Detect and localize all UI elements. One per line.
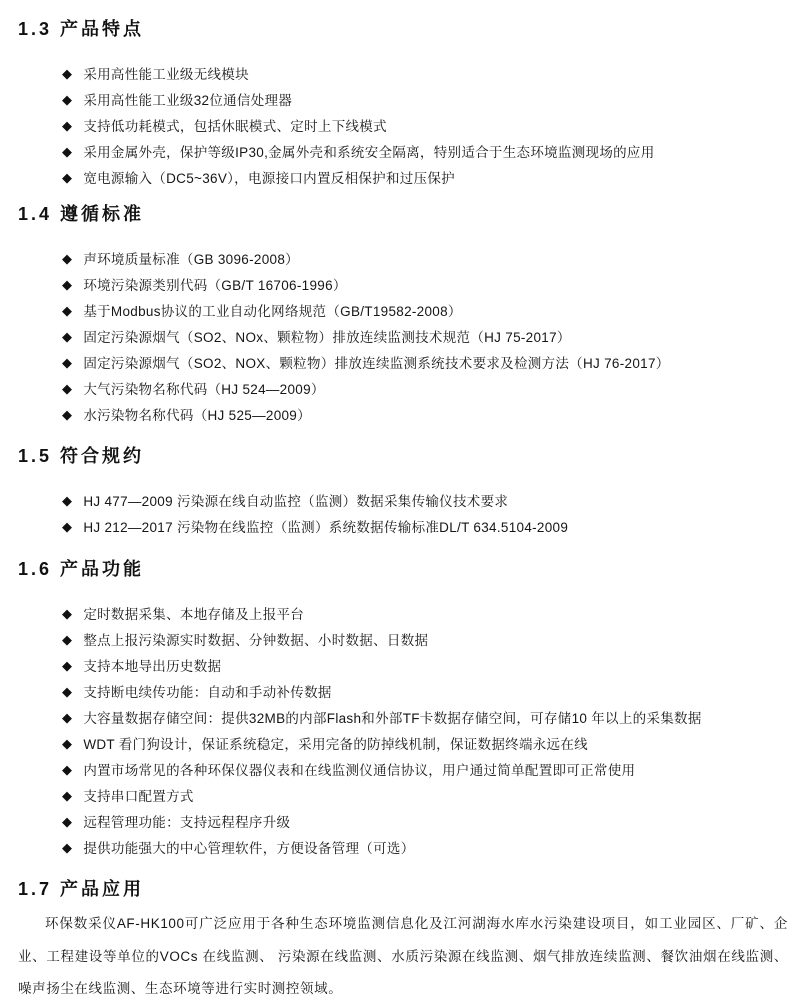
diamond-bullet-icon: ◆ [62, 276, 73, 292]
list-item-text: 采用高性能工业级32位通信处理器 [83, 93, 293, 108]
diamond-bullet-icon: ◆ [62, 354, 73, 370]
list-item-text: HJ 477—2009 污染源在线自动监控（监测）数据采集传输仪技术要求 [83, 494, 509, 509]
diamond-bullet-icon: ◆ [62, 492, 73, 508]
diamond-bullet-icon: ◆ [62, 380, 73, 396]
list-item [62, 487, 790, 513]
diamond-bullet-icon: ◆ [62, 683, 73, 699]
list-item-text: 基于Modbus协议的工业自动化网络规范（GB/T19582-2008） [83, 304, 462, 319]
diamond-bullet-icon: ◆ [62, 302, 73, 318]
list-item-text: 大容量数据存储空间：提供32MB的内部Flash和外部TF卡数据存储空间，可存储10 年以上的采集数据 [83, 711, 702, 726]
diamond-bullet-icon: ◆ [62, 65, 73, 81]
diamond-bullet-icon: ◆ [62, 328, 73, 344]
diamond-bullet-icon: ◆ [62, 143, 73, 159]
list-item-text: 大气污染物名称代码（HJ 524—2009） [83, 382, 325, 397]
list-item [62, 375, 790, 401]
list-item-text: 水污染物名称代码（HJ 525—2009） [83, 408, 311, 423]
list-item [62, 782, 790, 808]
application-paragraph: 环保数采仪AF-HK100可广泛应用于各种生态环境监测信息化及江河湖海水库水污染建设项目，如工业园区、厂矿、企业、工程建设等单位的VOCs 在线监测、 污染源在线监测、水质污染源在线监测、烟气排放连续监测、餐饮油烟在线监测、噪声扬尘在线监测、生态环境等进行实时测控领域。 [18, 916, 788, 996]
product-features-list [18, 60, 790, 190]
diamond-bullet-icon: ◆ [62, 518, 73, 534]
list-item-text: 宽电源输入（DC5~36V），电源接口内置反相保护和过压保护 [83, 171, 455, 186]
list-item [62, 349, 790, 375]
diamond-bullet-icon: ◆ [62, 787, 73, 803]
protocols-list [18, 487, 790, 539]
list-item [62, 652, 790, 678]
diamond-bullet-icon: ◆ [62, 813, 73, 829]
section-heading-protocols: 1.5 符合规约 [18, 446, 145, 466]
list-item [62, 756, 790, 782]
list-item-text: 固定污染源烟气（SO2、NOx、颗粒物）排放连续监测技术规范（HJ 75-2017） [83, 330, 571, 345]
section-protocols [18, 445, 790, 539]
list-item [62, 323, 790, 349]
diamond-bullet-icon: ◆ [62, 631, 73, 647]
list-item [62, 401, 790, 427]
list-item [62, 86, 790, 112]
list-item-text: 提供功能强大的中心管理软件，方便设备管理（可选） [83, 841, 415, 856]
list-item-text: WDT 看门狗设计，保证系统稳定，采用完备的防掉线机制，保证数据终端永远在线 [83, 737, 588, 752]
list-item [62, 271, 790, 297]
product-functions-list [18, 600, 790, 860]
list-item [62, 245, 790, 271]
list-item [62, 164, 790, 190]
section-heading-product-applications: 1.7 产品应用 [18, 879, 145, 899]
section-product-features [18, 18, 790, 190]
list-item [62, 600, 790, 626]
section-standards [18, 203, 790, 427]
diamond-bullet-icon: ◆ [62, 761, 73, 777]
list-item-text: 整点上报污染源实时数据、分钟数据、小时数据、日数据 [83, 633, 429, 648]
diamond-bullet-icon: ◆ [62, 169, 73, 185]
list-item [62, 60, 790, 86]
list-item-text: 采用高性能工业级无线模块 [83, 67, 249, 82]
section-product-applications [18, 878, 790, 1006]
list-item [62, 678, 790, 704]
diamond-bullet-icon: ◆ [62, 406, 73, 422]
list-item [62, 834, 790, 860]
diamond-bullet-icon: ◆ [62, 735, 73, 751]
section-heading-product-features: 1.3 产品特点 [18, 19, 145, 39]
section-heading-product-functions: 1.6 产品功能 [18, 559, 145, 579]
list-item-text: 固定污染源烟气（SO2、NOX、颗粒物）排放连续监测系统技术要求及检测方法（HJ 76-2017） [83, 356, 670, 371]
list-item-text: 定时数据采集、本地存储及上报平台 [83, 607, 305, 622]
list-item-text: 支持低功耗模式，包括休眠模式、定时上下线模式 [83, 119, 387, 134]
section-heading-standards: 1.4 遵循标准 [18, 204, 145, 224]
diamond-bullet-icon: ◆ [62, 709, 73, 725]
diamond-bullet-icon: ◆ [62, 839, 73, 855]
list-item [62, 297, 790, 323]
list-item [62, 626, 790, 652]
standards-list [18, 245, 790, 427]
diamond-bullet-icon: ◆ [62, 657, 73, 673]
list-item-text: HJ 212—2017 污染物在线监控（监测）系统数据传输标准DL/T 634.5104-2009 [83, 520, 569, 535]
list-item [62, 112, 790, 138]
list-item-text: 声环境质量标准（GB 3096-2008） [83, 252, 299, 267]
diamond-bullet-icon: ◆ [62, 91, 73, 107]
list-item-text: 环境污染源类别代码（GB/T 16706-1996） [83, 278, 347, 293]
list-item-text: 支持断电续传功能：自动和手动补传数据 [83, 685, 332, 700]
list-item [62, 730, 790, 756]
list-item-text: 支持串口配置方式 [83, 789, 194, 804]
list-item-text: 远程管理功能：支持远程程序升级 [83, 815, 291, 830]
list-item-text: 支持本地导出历史数据 [83, 659, 222, 674]
diamond-bullet-icon: ◆ [62, 117, 73, 133]
list-item [62, 808, 790, 834]
diamond-bullet-icon: ◆ [62, 605, 73, 621]
list-item-text: 内置市场常见的各种环保仪器仪表和在线监测仪通信协议，用户通过简单配置即可正常使用 [83, 763, 636, 778]
list-item [62, 513, 790, 539]
diamond-bullet-icon: ◆ [62, 250, 73, 266]
section-product-functions [18, 558, 790, 860]
list-item [62, 704, 790, 730]
list-item [62, 138, 790, 164]
list-item-text: 采用金属外壳，保护等级IP30,金属外壳和系统安全隔离，特别适合于生态环境监测现场的应用 [83, 145, 655, 160]
